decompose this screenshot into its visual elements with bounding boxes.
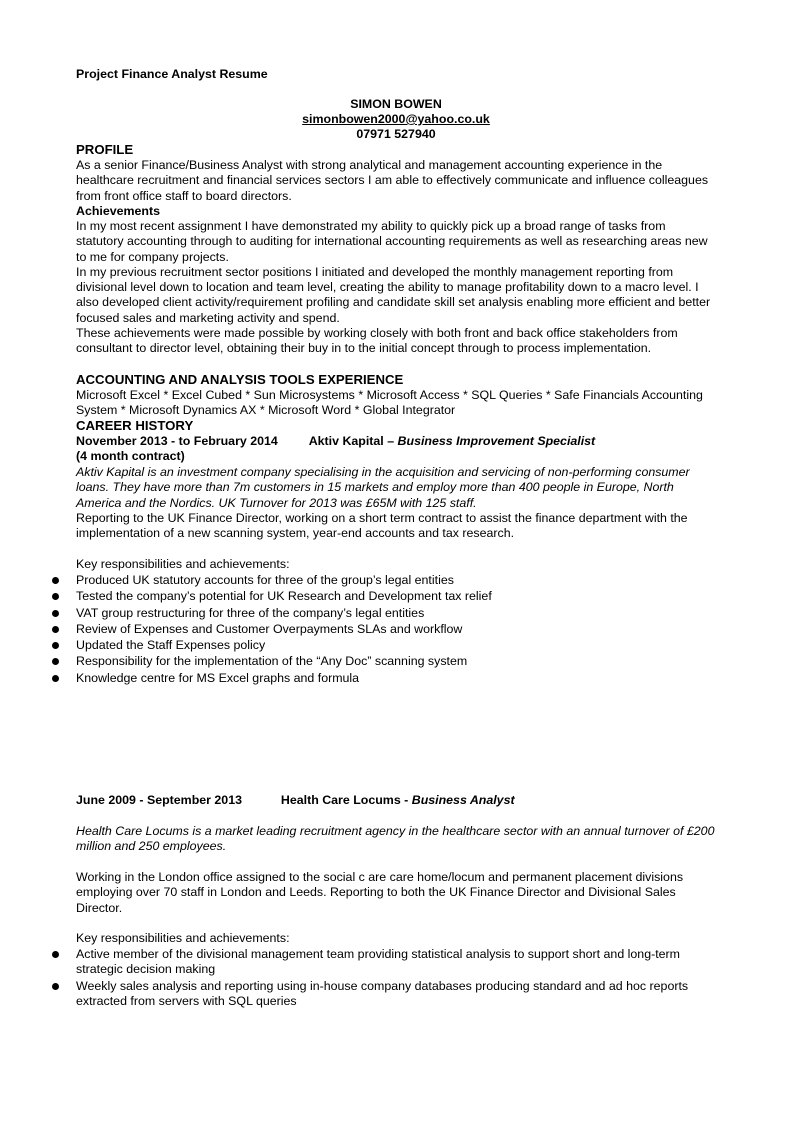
- list-item: [52, 573, 712, 588]
- list-item: [52, 622, 712, 637]
- tools-heading: ACCOUNTING AND ANALYSIS TOOLS EXPERIENCE: [76, 372, 404, 387]
- list-item: [52, 589, 712, 604]
- bullet-text: Weekly sales analysis and reporting using in-house company databases producing standard and ad hoc reports extracted from servers with SQL queries: [76, 978, 689, 1008]
- job2-title-row: [76, 793, 716, 808]
- job1-dates: November 2013 - to February 2014: [76, 434, 278, 448]
- career-heading: CAREER HISTORY: [76, 418, 194, 433]
- job2-role: Business Analyst: [411, 793, 515, 807]
- bullet-icon: [52, 658, 59, 665]
- job1-summary: Reporting to the UK Finance Director, working on a short term contract to assist the finance department with the implementation of a new scanning system, year-end accounts and tax research.: [76, 511, 688, 541]
- achievement-paragraph: In my most recent assignment I have demonstrated my ability to quickly pick up a broad range of tasks from statutory accounting through to auditing for international accounting requirements as well as researching areas new to me for company projects.: [76, 219, 708, 264]
- job1-title-row: [76, 434, 716, 449]
- job1-bullet-list: [52, 573, 712, 687]
- job1-company: Aktiv Kapital –: [308, 434, 395, 448]
- bullet-text: Produced UK statutory accounts for three of the group’s legal entities: [76, 573, 454, 587]
- job2-dates: June 2009 - September 2013: [76, 793, 242, 807]
- job1-contract: (4 month contract): [76, 449, 185, 463]
- profile-text: As a senior Finance/Business Analyst with strong analytical and management accounting experience in the healthcare recruitment and financial services sectors I am able to effectively communicate and influence colleagues from front office staff to board directors.: [76, 158, 709, 203]
- achievements-paragraphs: [76, 219, 716, 357]
- job1-company-description: Aktiv Kapital is an investment company specialising in the acquisition and servicing of non-performing consumer loans. They have more than 7m customers in 15 markets and employ more than 400 people in Europe, North America and the Nordics. UK Turnover for 2013 was £65M with 125 staff.: [76, 465, 690, 510]
- tools-text: Microsoft Excel * Excel Cubed * Sun Microsystems * Microsoft Access * SQL Queries * Safe Financials Accounting System * Microsoft Dynamics AX * Microsoft Word * Global Integrator: [76, 388, 703, 418]
- job1-responsibilities-heading: Key responsibilities and achievements:: [76, 557, 290, 571]
- job2-responsibilities-heading: Key responsibilities and achievements:: [76, 931, 290, 945]
- candidate-name: SIMON BOWEN: [350, 97, 442, 111]
- job2-company-description: Health Care Locums is a market leading recruitment agency in the healthcare sector with an annual turnover of £200 million and 250 employees.: [76, 824, 715, 854]
- job2-summary: Working in the London office assigned to the social c are care home/locum and permanent placement divisions employing over 70 staff in London and Leeds. Reporting to both the UK Finance Director and Divisional Sales Director.: [76, 870, 684, 915]
- bullet-text: Review of Expenses and Customer Overpayments SLAs and workflow: [76, 621, 463, 636]
- email-link-wrap: [76, 112, 716, 127]
- job1-role: Business Improvement Specialist: [397, 434, 596, 448]
- bullet-icon: [52, 951, 59, 958]
- bullet-icon: [52, 675, 59, 682]
- job2-company: Health Care Locums -: [280, 793, 409, 807]
- list-item: [52, 671, 712, 686]
- list-item: [52, 606, 712, 621]
- bullet-text: Active member of the divisional management team providing statistical analysis to support short and long-term strategic decision making: [76, 947, 680, 977]
- job2-bullet-list: [52, 947, 712, 1010]
- bullet-icon: [52, 610, 59, 617]
- achievement-paragraph: In my previous recruitment sector positions I initiated and developed the monthly management reporting from divisional level down to location and team level, creating the ability to manage profitability down to a macro level. I also developed client activity/requirement profiling and candidate skill set analysis enabling more efficient and better focused sales and marketing activity and spend.: [76, 264, 711, 325]
- bullet-icon: [52, 642, 59, 649]
- list-item: [52, 638, 712, 653]
- bullet-text: Tested the company’s potential for UK Research and Development tax relief: [76, 589, 492, 604]
- achievements-heading: Achievements: [76, 204, 161, 218]
- bullet-text: Knowledge centre for MS Excel graphs and formula: [76, 670, 360, 685]
- list-item: [52, 654, 712, 669]
- profile-heading: PROFILE: [76, 142, 134, 157]
- bullet-icon: [52, 983, 59, 990]
- bullet-text: Updated the Staff Expenses policy: [76, 638, 266, 653]
- email-link[interactable]: simonbowen2000@yahoo.co.uk: [302, 112, 490, 126]
- bullet-text: VAT group restructuring for three of the company’s legal entities: [76, 605, 425, 620]
- bullet-icon: [52, 593, 59, 600]
- bullet-icon: [52, 577, 59, 584]
- achievement-paragraph: These achievements were made possible by working closely with both front and back office stakeholders from consultant to director level, obtaining their buy in to the initial concept through to process implementation.: [76, 326, 678, 356]
- list-item: [52, 979, 712, 1010]
- document-title: Project Finance Analyst Resume: [76, 67, 268, 81]
- phone-number: 07971 527940: [356, 127, 436, 141]
- list-item: [52, 947, 712, 978]
- bullet-icon: [52, 626, 59, 633]
- bullet-text: Responsibility for the implementation of the “Any Doc” scanning system: [76, 654, 468, 669]
